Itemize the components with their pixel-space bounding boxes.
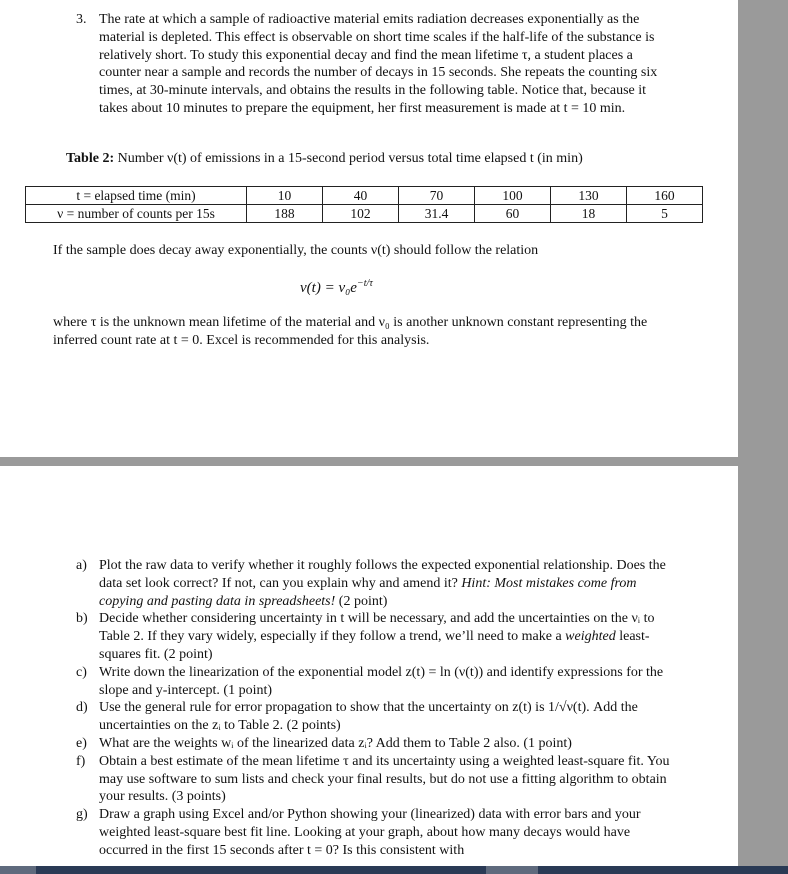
item-text: Decide whether considering uncertainty in t will be necessary, and add the uncertainties on the νᵢ to Table 2. If they vary widely, especially if they follow a trend, we’ll need to make a: [99, 611, 655, 645]
list-item: [76, 753, 676, 806]
page-separator: [0, 457, 738, 466]
table-cell: 130: [551, 187, 627, 205]
item-label: d): [76, 700, 88, 716]
document-page-1: [0, 0, 738, 457]
item-text: What are the weights wᵢ of the linearized data zᵢ? Add them to Table 2 also. (1 point): [99, 735, 572, 751]
item-label: e): [76, 735, 87, 751]
table-cell: 102: [323, 205, 399, 223]
taskbar-segment: [486, 866, 538, 874]
list-item: [76, 557, 676, 610]
problem-statement: The rate at which a sample of radioactive material emits radiation decreases exponentially as the material is depleted. This effect is observable on short time scales if the half-life of the substance is relatively short. To study this exponential decay and find the mean lifetime τ, a student places a counter near a sample and records the number of decays in 15 seconds. She repeats the counting six times, at 30-minute intervals, and obtains the results in the following table. Notice that, because it takes about 10 minutes to prepare the equipment, her first measurement is made at t = 10 min.: [99, 12, 658, 116]
table-cell: 18: [551, 205, 627, 223]
item-emphasis: weighted: [561, 629, 616, 645]
table-cell: 31.4: [399, 205, 475, 223]
table-caption: [66, 151, 583, 167]
item-label: c): [76, 664, 87, 680]
question-list: [76, 557, 676, 860]
table-row: [26, 205, 703, 223]
table-row: [26, 187, 703, 205]
item-text: Draw a graph using Excel and/or Python showing your (linearized) data with error bars and your weighted least-square best fit line. Looking at your graph, about how many decays would have occurred in the first 15 seconds after t = 0? Is this consistent with: [99, 807, 641, 858]
equation-base: ν(t) = ν₀e: [300, 280, 357, 296]
decay-equation: [300, 278, 373, 297]
table-cell: 5: [627, 205, 703, 223]
item-hint: Hint: Most mistakes come from copying and pasting data in spreadsheets!: [99, 575, 637, 609]
item-text: Write down the linearization of the exponential model z(t) = ln (ν(t)) and identify expressions for the slope and y-intercept. (1 point): [99, 664, 664, 698]
relation-intro: If the sample does decay away exponentially, the counts ν(t) should follow the relation: [53, 243, 539, 258]
equation-explanation: where τ is the unknown mean lifetime of the material and ν₀ is another unknown constant representing the inferred count rate at t = 0. Excel is recommended for this analysis.: [53, 315, 648, 348]
data-table: [25, 186, 703, 223]
table-caption-label: Table 2:: [66, 151, 115, 166]
item-label: g): [76, 807, 88, 823]
table-caption-text: Number ν(t) of emissions in a 15-second period versus total time elapsed t (in min): [114, 151, 583, 166]
table-cell: 70: [399, 187, 475, 205]
bottom-taskbar: [0, 866, 788, 874]
equation-exponent: −t/τ: [356, 278, 373, 289]
table-cell: 60: [475, 205, 551, 223]
taskbar-segment: [0, 866, 36, 874]
list-item: [76, 735, 676, 753]
list-item: [76, 699, 676, 735]
item-text: Use the general rule for error propagation to show that the uncertainty on z(t) is 1/√ν(t). Add the uncertainties on the zᵢ to Table 2. (2 points): [99, 700, 638, 734]
item-label: b): [76, 611, 88, 627]
table-row-header-time: t = elapsed time (min): [26, 187, 247, 205]
item-text: Plot the raw data to verify whether it roughly follows the expected exponential relationship. Does the data set look correct? If not, can you explain why and amend it?: [99, 558, 666, 591]
table-row-header-counts: ν = number of counts per 15s: [26, 205, 247, 223]
table-cell: 160: [627, 187, 703, 205]
item-text: Obtain a best estimate of the mean lifetime τ and its uncertainty using a weighted least-square fit. You may use software to sum lists and check your final results, but do not use a fitting algorithm to obtain your results. (3 points): [99, 753, 670, 805]
item-label: f): [76, 753, 86, 769]
list-item: [76, 664, 676, 700]
problem-number: 3.: [76, 12, 87, 27]
table-cell: 188: [247, 205, 323, 223]
item-label: a): [76, 558, 87, 573]
table-cell: 40: [323, 187, 399, 205]
item-points: (2 point): [335, 593, 388, 609]
table-cell: 100: [475, 187, 551, 205]
list-item: [76, 610, 676, 663]
list-item: [76, 806, 676, 859]
table-cell: 10: [247, 187, 323, 205]
item-points: least-squares fit. (2 point): [99, 629, 650, 662]
